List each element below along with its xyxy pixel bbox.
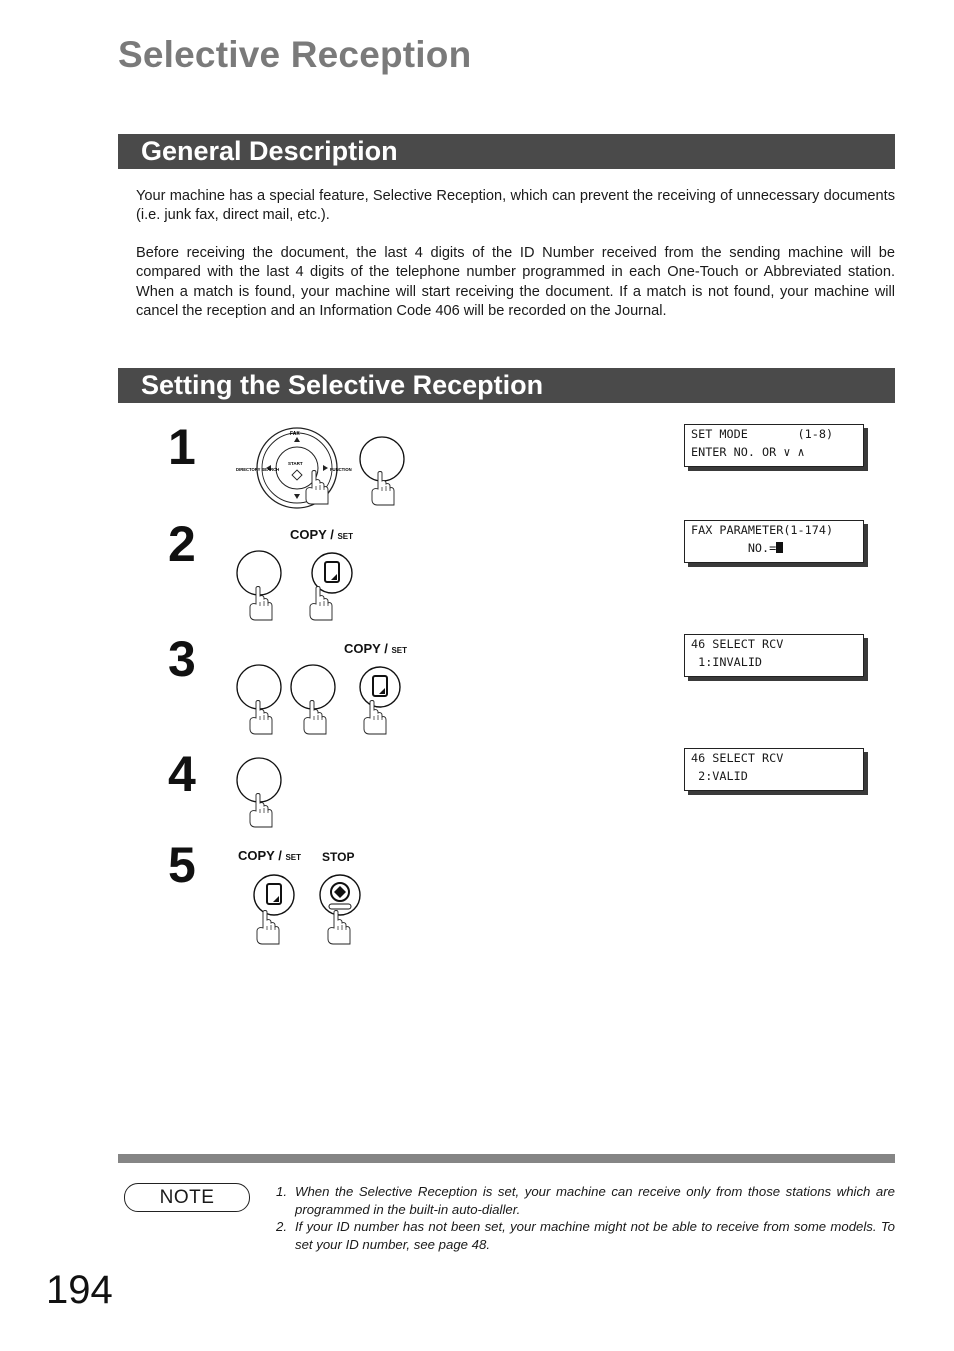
step-number: 1 (168, 419, 196, 475)
stop-button[interactable] (320, 875, 360, 944)
keypad-key[interactable] (237, 551, 281, 620)
section-header-general (118, 134, 895, 169)
lcd-display (684, 634, 864, 677)
copy-set-button[interactable] (254, 875, 294, 944)
label-fax: FAX (290, 431, 300, 437)
label-function: FUNCTION (330, 467, 352, 472)
copy-set-label: COPY / SET (238, 848, 302, 863)
keypad-key[interactable] (358, 437, 408, 507)
copy-set-label: COPY / SET (344, 641, 408, 656)
note-text: If your ID number has not been set, your machine might not be able to receive from some models. To set your ID number, see page 48. (295, 1219, 895, 1252)
page-number: 194 (46, 1268, 113, 1312)
page-title: Selective Reception (118, 34, 472, 75)
step-number: 3 (168, 631, 196, 687)
lcd-display (684, 520, 864, 563)
copy-set-button[interactable] (360, 667, 400, 734)
lcd-line-1: 46 SELECT RCV (691, 751, 784, 765)
note-number: 2. (276, 1219, 287, 1234)
note-item (276, 1218, 895, 1253)
copy-set-label: COPY / SET (290, 527, 354, 542)
note-list (276, 1183, 895, 1253)
cursor-block (776, 542, 783, 553)
note-item (276, 1183, 895, 1218)
keypad-key[interactable] (237, 758, 281, 827)
step-number: 4 (168, 746, 196, 802)
stop-label: STOP (322, 850, 355, 864)
divider-rule (118, 1154, 895, 1163)
lcd-line-1: SET MODE (1-8) (691, 427, 834, 441)
note-number: 1. (276, 1184, 287, 1199)
section-heading: Setting the Selective Reception (141, 370, 544, 400)
keypad-key[interactable] (291, 665, 335, 734)
lcd-line-2: ENTER NO. OR ∨ ∧ (691, 444, 805, 459)
step-number: 5 (168, 837, 196, 893)
step-5-keys (250, 872, 380, 942)
label-directory-search: DIRECTORY SEARCH (236, 467, 280, 472)
section-header-setting (118, 368, 895, 403)
note-text: When the Selective Reception is set, your machine can receive only from those stations which are programmed in the built-in auto-dialler. (295, 1184, 895, 1217)
lcd-display (684, 748, 864, 791)
paragraph-details: Before receiving the document, the last 4 digits of the ID Number received from the sending machine will be compared with the last 4 digits of the telephone number programmed in each One-Touch or Abbreviated station. When a match is found, your machine will start receiving the document. If a match is not found, your machine will cancel the reception and an Information Code 406 will be recorded on the Journal. (136, 245, 895, 319)
label-start: START (288, 461, 303, 466)
step-2-keys (236, 550, 366, 620)
step-number: 2 (168, 516, 196, 572)
lcd-line-1: FAX PARAMETER(1-174) (691, 523, 834, 537)
lcd-display (684, 424, 864, 467)
section-heading: General Description (141, 136, 398, 166)
lcd-line-2: 2:VALID (691, 768, 748, 783)
copy-set-button[interactable] (310, 553, 352, 620)
step-4-keys (236, 757, 296, 827)
keypad-key[interactable] (237, 665, 281, 734)
paragraph-intro: Your machine has a special feature, Selective Reception, which can prevent the receiving of unnecessary documents (i.e. junk fax, direct mail, etc.). (136, 188, 895, 224)
lcd-line-1: 46 SELECT RCV (691, 637, 784, 651)
lcd-line-2: 1:INVALID (691, 654, 763, 669)
lcd-line-2: NO.= (691, 540, 863, 558)
step-3-keys (236, 664, 416, 734)
note-badge: NOTE (124, 1183, 250, 1212)
